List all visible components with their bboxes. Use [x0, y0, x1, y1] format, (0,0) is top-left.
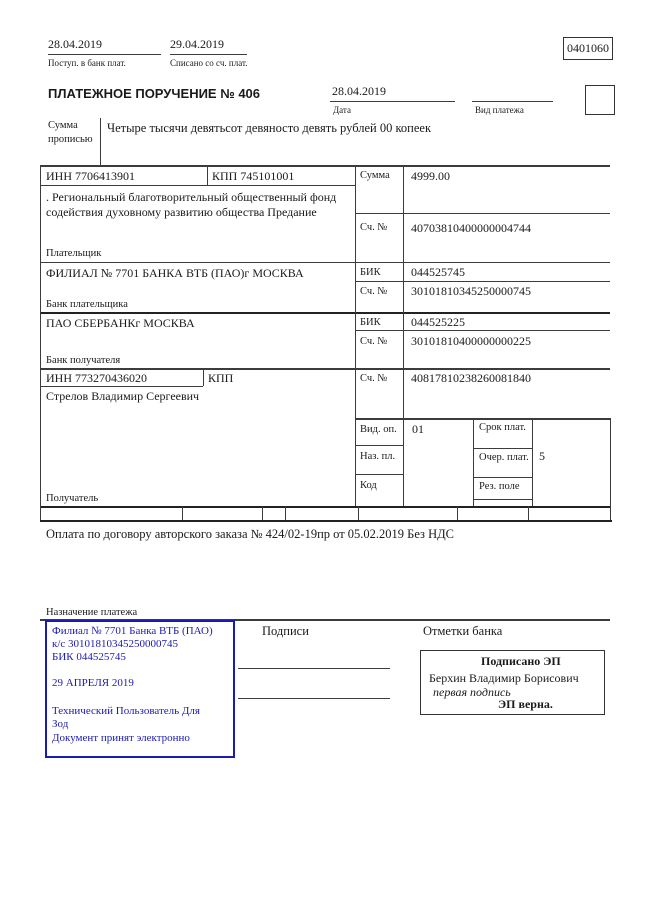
- priority-label: Очер. плат.: [479, 452, 529, 463]
- bank-stamp-line: Зод: [52, 718, 69, 730]
- reserve-label: Рез. поле: [479, 481, 520, 492]
- signature-line-1: [238, 668, 390, 669]
- esignature-title: Подписано ЭП: [481, 654, 561, 668]
- table-border: [40, 368, 610, 370]
- table-border: [403, 165, 404, 506]
- debited-date: 29.04.2019: [170, 37, 224, 51]
- received-date-label: Поступ. в банк плат.: [48, 58, 126, 68]
- received-date-underline: [48, 54, 161, 55]
- amount-in-words: Четыре тысячи девятьсот девяносто девять рублей 00 копеек: [107, 121, 432, 135]
- table-border: [532, 418, 533, 506]
- table-border: [355, 418, 610, 420]
- amount-words-label-2: прописью: [48, 134, 93, 145]
- beneficiary-bank-account: 30101810400000000225: [411, 334, 531, 348]
- payment-kind-underline: [472, 101, 553, 102]
- table-border: [355, 281, 610, 282]
- beneficiary-section-label: Получатель: [46, 493, 99, 504]
- esignature-kind: первая подпись: [433, 685, 511, 699]
- beneficiary-account-label: Сч. №: [360, 373, 388, 384]
- beneficiary-bank-bik: 044525225: [411, 315, 465, 329]
- amount-words-divider: [100, 118, 101, 165]
- table-border: [40, 262, 610, 263]
- payer-bank-name: ФИЛИАЛ № 7701 БАНКА ВТБ (ПАО)г МОСКВА: [46, 266, 304, 280]
- table-border: [182, 506, 183, 520]
- payer-name: . Региональный благотворительный общественный фонд содействия духовному развитию общества Предание: [46, 190, 337, 219]
- table-border: [473, 448, 532, 449]
- purpose-text: Оплата по договору авторского заказа № 424/02-19пр от 05.02.2019 Без НДС: [46, 527, 455, 541]
- esignature-valid: ЭП верна.: [498, 697, 553, 711]
- table-border: [207, 165, 208, 185]
- table-border: [610, 418, 611, 506]
- payment-kind-box: [585, 85, 615, 115]
- beneficiary-inn: ИНН 773270436020: [46, 371, 147, 385]
- bank-marks-label: Отметки банка: [423, 624, 503, 638]
- beneficiary-bank-bik-label: БИК: [360, 317, 381, 328]
- document-date-underline: [330, 101, 455, 102]
- form-code: 0401060: [567, 41, 609, 55]
- payer-account: 40703810400000004744: [411, 221, 531, 235]
- table-border: [40, 165, 610, 167]
- table-border: [285, 506, 286, 520]
- esignature-stamp: [420, 650, 605, 715]
- table-border: [355, 213, 610, 214]
- beneficiary-bank-name: ПАО СБЕРБАНКг МОСКВА: [46, 316, 195, 330]
- payer-bank-account-label: Сч. №: [360, 286, 388, 297]
- table-border: [40, 506, 610, 508]
- amount-words-label-1: Сумма: [48, 120, 78, 131]
- table-border: [355, 330, 610, 331]
- table-border: [40, 165, 41, 506]
- document-title: ПЛАТЕЖНОЕ ПОРУЧЕНИЕ № 406: [48, 86, 261, 101]
- purpose-label: Назначение платежа: [46, 607, 138, 618]
- beneficiary-kpp-label: КПП: [208, 371, 234, 385]
- beneficiary-bank-section-label: Банк получателя: [46, 355, 121, 366]
- document-date-label: Дата: [333, 105, 351, 115]
- bank-stamp-line: Документ принят электронно: [52, 732, 190, 744]
- table-border: [203, 368, 204, 386]
- table-border: [355, 445, 403, 446]
- bank-stamp-line: Филиал № 7701 Банка ВТБ (ПАО): [52, 625, 213, 637]
- table-border: [40, 506, 41, 520]
- payer-bank-account: 30101810345250000745: [411, 284, 531, 298]
- bank-stamp: [45, 620, 235, 758]
- op-kind-label: Вид. оп.: [360, 424, 397, 435]
- payer-bank-section-label: Банк плательщика: [46, 299, 128, 310]
- beneficiary-bank-account-label: Сч. №: [360, 336, 388, 347]
- table-border: [473, 418, 474, 506]
- table-border: [610, 506, 611, 520]
- table-border: [358, 506, 359, 520]
- table-border: [457, 506, 458, 520]
- beneficiary-name: Стрелов Владимир Сергеевич: [46, 389, 200, 403]
- document-date: 28.04.2019: [332, 84, 386, 98]
- table-border: [473, 499, 532, 500]
- bank-stamp-line: к/с 30101810345250000745: [52, 638, 179, 650]
- table-border: [355, 165, 356, 506]
- amount-label: Сумма: [360, 170, 390, 181]
- debited-date-label: Списано со сч. плат.: [170, 58, 248, 68]
- pay-term-label: Срок плат.: [479, 422, 526, 433]
- op-kind-value: 01: [412, 422, 424, 436]
- payer-kpp: КПП 745101001: [212, 169, 295, 183]
- table-border: [40, 312, 610, 314]
- bank-stamp-line: Технический Пользователь Для: [52, 705, 200, 717]
- signature-line-2: [238, 698, 390, 699]
- table-border: [40, 520, 612, 522]
- bank-stamp-line: БИК 044525745: [52, 651, 126, 663]
- priority-value: 5: [539, 449, 545, 463]
- amount-value: 4999.00: [411, 169, 450, 183]
- table-border: [262, 506, 263, 520]
- received-date: 28.04.2019: [48, 37, 102, 51]
- payer-account-label: Сч. №: [360, 222, 388, 233]
- table-border: [473, 477, 532, 478]
- debited-date-underline: [170, 54, 247, 55]
- code-label: Код: [360, 480, 377, 491]
- payer-inn: ИНН 7706413901: [46, 169, 135, 183]
- payer-section-label: Плательщик: [46, 248, 102, 259]
- payer-bank-bik-label: БИК: [360, 267, 381, 278]
- pay-purpose-label: Наз. пл.: [360, 451, 396, 462]
- table-border: [528, 506, 529, 520]
- table-border: [40, 386, 203, 387]
- esignature-signer: Берхин Владимир Борисович: [429, 671, 579, 685]
- bank-stamp-date: 29 АПРЕЛЯ 2019: [52, 677, 134, 689]
- table-border: [355, 474, 403, 475]
- payment-kind-label: Вид платежа: [475, 105, 524, 115]
- table-border: [40, 185, 355, 186]
- signatures-label: Подписи: [262, 624, 309, 638]
- payer-bank-bik: 044525745: [411, 265, 465, 279]
- beneficiary-account: 40817810238260081840: [411, 371, 531, 385]
- form-code-box: [563, 37, 613, 60]
